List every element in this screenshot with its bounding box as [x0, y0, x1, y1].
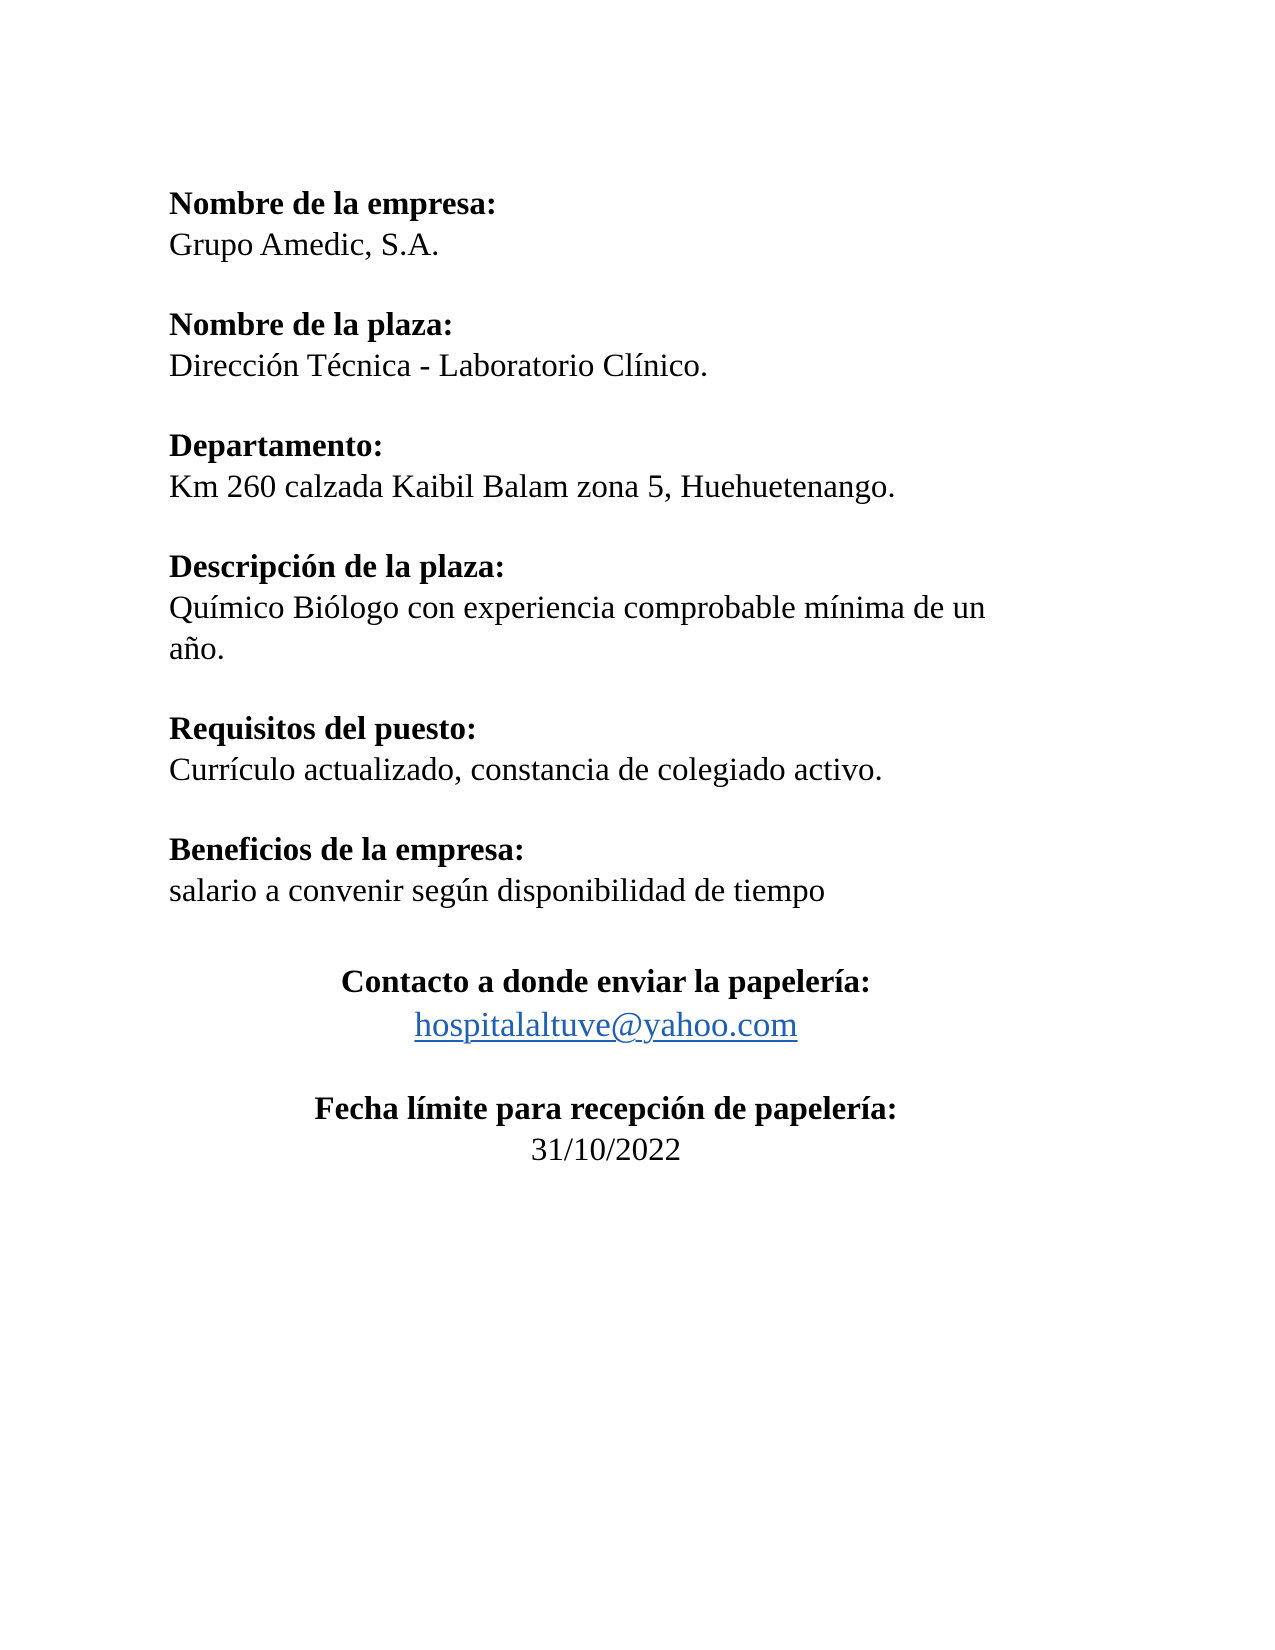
department-label: Departamento:: [169, 428, 384, 464]
deadline-section: [0, 1089, 1212, 1171]
benefits-value: salario a convenir según disponibilidad de tiempo: [169, 873, 826, 909]
company-name-value: Grupo Amedic, S.A.: [169, 227, 440, 263]
requirements-value: Currículo actualizado, constancia de colegiado activo.: [169, 752, 883, 788]
deadline-date: 31/10/2022: [530, 1132, 682, 1168]
requirements-label: Requisitos del puesto:: [169, 711, 478, 747]
position-description-value: Químico Biólogo con experiencia comprobable mínima de un año.: [169, 590, 986, 667]
section-company-name: [169, 184, 1049, 266]
deadline-label: Fecha límite para recepción de papelería:: [314, 1091, 898, 1127]
section-position-description: [169, 547, 1049, 670]
section-requirements: [169, 709, 1049, 791]
position-description-label: Descripción de la plaza:: [169, 549, 506, 585]
position-name-label: Nombre de la plaza:: [169, 307, 454, 343]
contact-section: [0, 962, 1212, 1047]
benefits-label: Beneficios de la empresa:: [169, 832, 525, 868]
job-details: [169, 184, 1049, 951]
department-value: Km 260 calzada Kaibil Balam zona 5, Huehuetenango.: [169, 469, 896, 505]
position-name-value: Dirección Técnica - Laboratorio Clínico.: [169, 348, 709, 384]
section-benefits: [169, 830, 1049, 912]
contact-email-link[interactable]: hospitalaltuve@yahoo.com: [414, 1005, 798, 1044]
contact-label: Contacto a donde enviar la papelería:: [340, 964, 872, 1000]
section-position-name: [169, 305, 1049, 387]
company-name-label: Nombre de la empresa:: [169, 186, 497, 222]
section-department: [169, 426, 1049, 508]
